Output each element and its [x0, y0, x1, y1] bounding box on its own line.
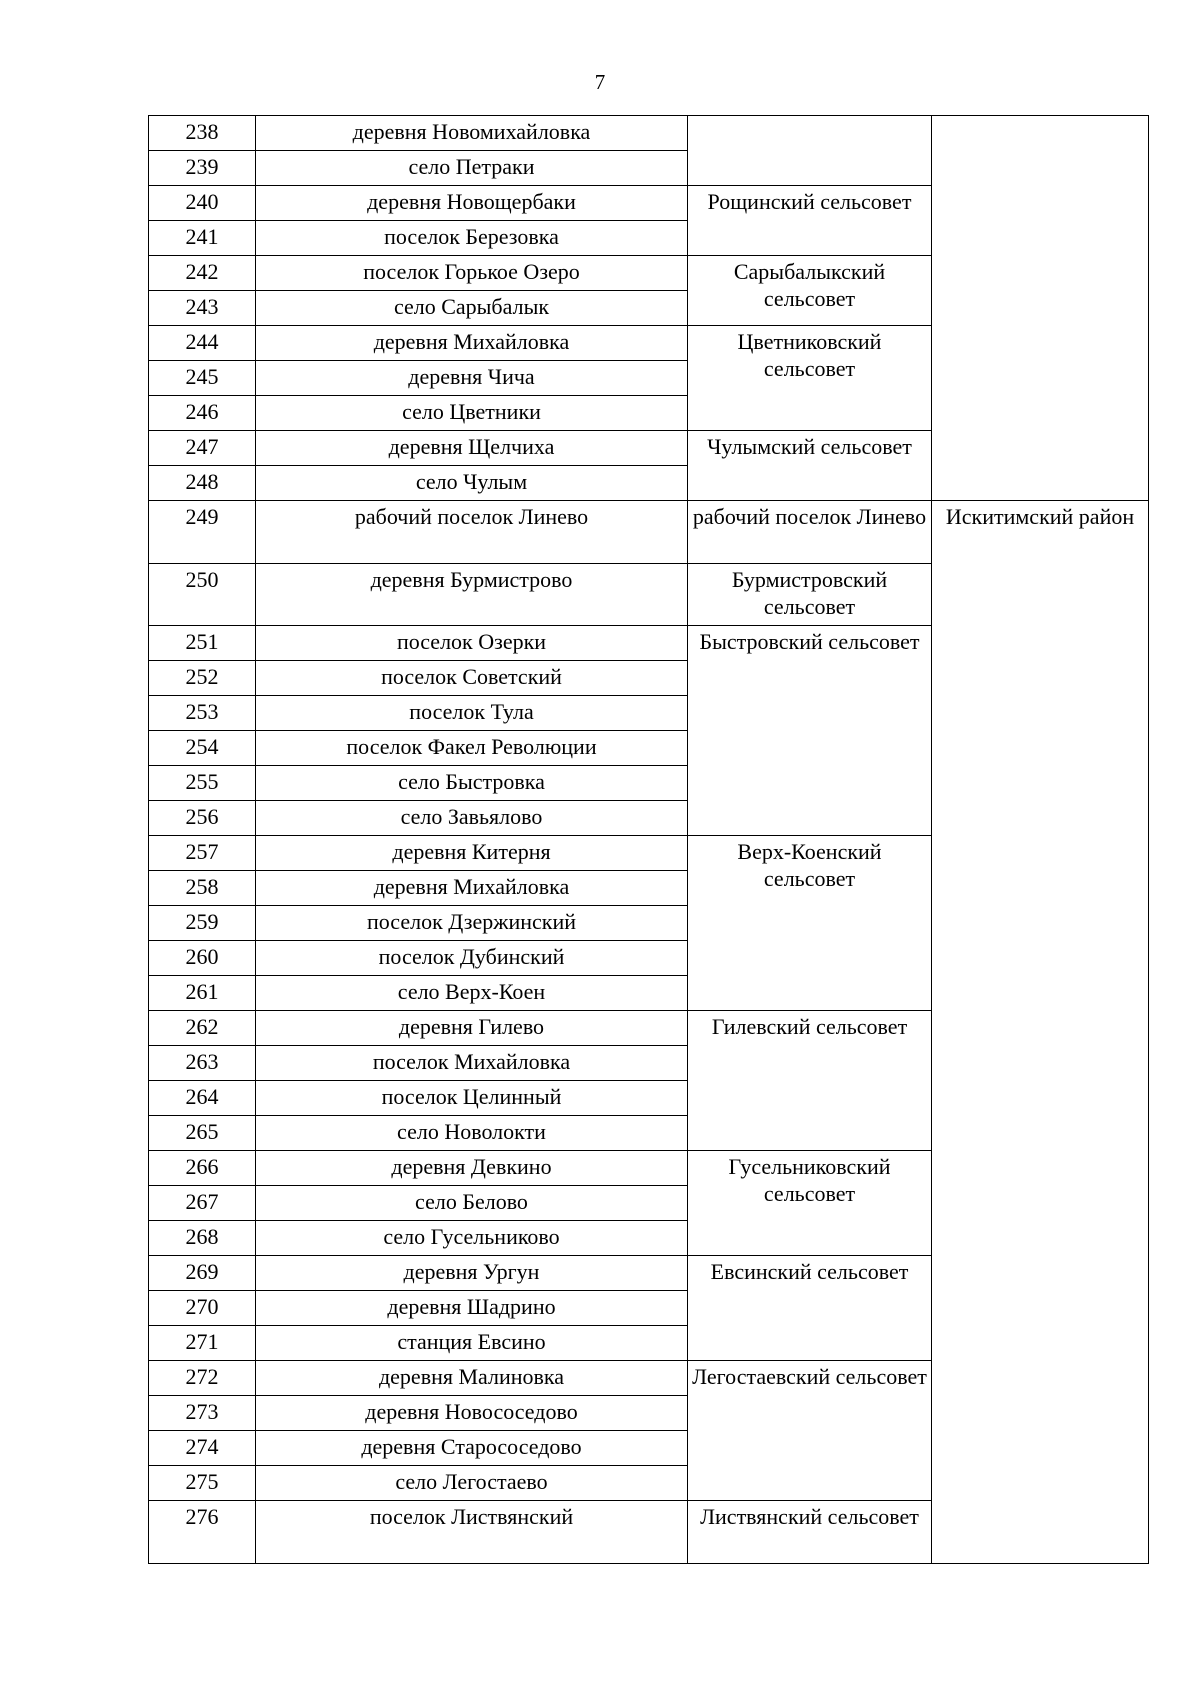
settlement-name-cell: село Гусельниково	[256, 1221, 688, 1256]
settlement-name-cell: деревня Девкино	[256, 1151, 688, 1186]
row-number-cell: 253	[149, 696, 256, 731]
row-number-cell: 276	[149, 1501, 256, 1564]
settlements-table-body	[149, 116, 1149, 1564]
row-number-cell: 258	[149, 871, 256, 906]
settlement-name-cell: село Сарыбалык	[256, 291, 688, 326]
settlement-name-cell: деревня Старососедово	[256, 1431, 688, 1466]
row-number-cell: 262	[149, 1011, 256, 1046]
settlement-name-cell: деревня Гилево	[256, 1011, 688, 1046]
council-cell: Сарыбалыкский сельсовет	[688, 256, 932, 326]
row-number-cell: 256	[149, 801, 256, 836]
row-number-cell: 269	[149, 1256, 256, 1291]
settlement-name-cell: деревня Новомихайловка	[256, 116, 688, 151]
row-number-cell: 268	[149, 1221, 256, 1256]
row-number-cell: 265	[149, 1116, 256, 1151]
table-row	[149, 501, 1149, 564]
settlement-name-cell: деревня Новососедово	[256, 1396, 688, 1431]
council-cell	[688, 116, 932, 186]
settlement-name-cell: деревня Михайловка	[256, 871, 688, 906]
settlement-name-cell: поселок Горькое Озеро	[256, 256, 688, 291]
settlement-name-cell: село Петраки	[256, 151, 688, 186]
settlement-name-cell: станция Евсино	[256, 1326, 688, 1361]
row-number-cell: 275	[149, 1466, 256, 1501]
settlement-name-cell: деревня Михайловка	[256, 326, 688, 361]
settlement-name-cell: деревня Новощербаки	[256, 186, 688, 221]
row-number-cell: 239	[149, 151, 256, 186]
row-number-cell: 261	[149, 976, 256, 1011]
row-number-cell: 252	[149, 661, 256, 696]
settlement-name-cell: рабочий поселок Линево	[256, 501, 688, 564]
settlement-name-cell: село Легостаево	[256, 1466, 688, 1501]
settlement-name-cell: деревня Щелчиха	[256, 431, 688, 466]
council-cell: Цветниковский сельсовет	[688, 326, 932, 431]
row-number-cell: 249	[149, 501, 256, 564]
settlement-name-cell: поселок Дубинский	[256, 941, 688, 976]
row-number-cell: 270	[149, 1291, 256, 1326]
row-number-cell: 248	[149, 466, 256, 501]
settlement-name-cell: село Завьялово	[256, 801, 688, 836]
row-number-cell: 259	[149, 906, 256, 941]
council-cell: Чулымский сельсовет	[688, 431, 932, 501]
settlement-name-cell: поселок Тула	[256, 696, 688, 731]
row-number-cell: 274	[149, 1431, 256, 1466]
row-number-cell: 245	[149, 361, 256, 396]
row-number-cell: 255	[149, 766, 256, 801]
settlement-name-cell: деревня Бурмистрово	[256, 563, 688, 626]
council-cell: Евсинский сельсовет	[688, 1256, 932, 1361]
council-cell: рабочий поселок Линево	[688, 501, 932, 564]
row-number-cell: 244	[149, 326, 256, 361]
settlement-name-cell: село Верх-Коен	[256, 976, 688, 1011]
row-number-cell: 272	[149, 1361, 256, 1396]
settlement-name-cell: поселок Советский	[256, 661, 688, 696]
row-number-cell: 257	[149, 836, 256, 871]
settlement-name-cell: деревня Китерня	[256, 836, 688, 871]
settlement-name-cell: поселок Листвянский	[256, 1501, 688, 1564]
table-row	[149, 116, 1149, 151]
settlement-name-cell: поселок Дзержинский	[256, 906, 688, 941]
row-number-cell: 266	[149, 1151, 256, 1186]
settlement-name-cell: село Новолокти	[256, 1116, 688, 1151]
settlement-name-cell: поселок Целинный	[256, 1081, 688, 1116]
settlement-name-cell: поселок Озерки	[256, 626, 688, 661]
row-number-cell: 240	[149, 186, 256, 221]
council-cell: Верх-Коенский сельсовет	[688, 836, 932, 1011]
row-number-cell: 242	[149, 256, 256, 291]
settlement-name-cell: поселок Факел Революции	[256, 731, 688, 766]
council-cell: Гусельниковский сельсовет	[688, 1151, 932, 1256]
settlement-name-cell: село Быстровка	[256, 766, 688, 801]
row-number-cell: 263	[149, 1046, 256, 1081]
row-number-cell: 241	[149, 221, 256, 256]
row-number-cell: 246	[149, 396, 256, 431]
council-cell: Бурмистровский сельсовет	[688, 563, 932, 626]
settlement-name-cell: деревня Чича	[256, 361, 688, 396]
page-number: 7	[594, 70, 606, 94]
row-number-cell: 254	[149, 731, 256, 766]
district-cell: Искитимский район	[932, 501, 1149, 1564]
row-number-cell: 273	[149, 1396, 256, 1431]
council-cell: Рощинский сельсовет	[688, 186, 932, 256]
council-cell: Быстровский сельсовет	[688, 626, 932, 836]
settlements-table	[148, 115, 1149, 1564]
row-number-cell: 260	[149, 941, 256, 976]
settlement-name-cell: село Белово	[256, 1186, 688, 1221]
row-number-cell: 243	[149, 291, 256, 326]
settlement-name-cell: деревня Шадрино	[256, 1291, 688, 1326]
row-number-cell: 238	[149, 116, 256, 151]
row-number-cell: 264	[149, 1081, 256, 1116]
row-number-cell: 250	[149, 563, 256, 626]
row-number-cell: 271	[149, 1326, 256, 1361]
council-cell: Листвянский сельсовет	[688, 1501, 932, 1564]
settlement-name-cell: поселок Березовка	[256, 221, 688, 256]
row-number-cell: 247	[149, 431, 256, 466]
row-number-cell: 251	[149, 626, 256, 661]
row-number-cell: 267	[149, 1186, 256, 1221]
settlement-name-cell: поселок Михайловка	[256, 1046, 688, 1081]
council-cell: Легостаевский сельсовет	[688, 1361, 932, 1501]
council-cell: Гилевский сельсовет	[688, 1011, 932, 1151]
settlement-name-cell: село Цветники	[256, 396, 688, 431]
settlement-name-cell: деревня Ургун	[256, 1256, 688, 1291]
district-cell	[932, 116, 1149, 501]
settlement-name-cell: деревня Малиновка	[256, 1361, 688, 1396]
settlement-name-cell: село Чулым	[256, 466, 688, 501]
